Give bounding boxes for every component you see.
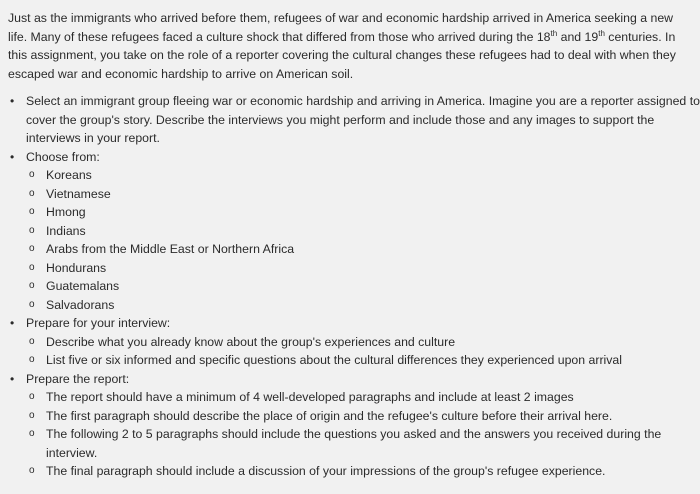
group-options-list [26, 166, 700, 314]
list-item: o Hondurans [26, 259, 700, 278]
report-steps-list [26, 388, 700, 481]
hollow-bullet-icon: o [29, 391, 35, 402]
bullet-icon: • [10, 371, 15, 386]
hollow-bullet-icon: o [29, 428, 35, 439]
list-item-prepare-interview: • Prepare for your interview: o Describe what you already know about the group's experiences and culture o List five or six informed and specific questions about the cultural differences they experienced upon arrival [0, 314, 700, 370]
hollow-bullet-icon: o [29, 354, 35, 365]
list-item-choose: • Choose from: o Koreans o Vietnamese o Hmong o Indians o Arabs from the Middle East or Northern Africa o Hondurans o Guatemalans o Salvadorans [0, 148, 700, 315]
list-item: o Vietnamese [26, 185, 700, 204]
list-item: o The first paragraph should describe the place of origin and the refugee's culture before their arrival here. [26, 407, 700, 426]
list-item: o Guatemalans [26, 277, 700, 296]
interview-steps-list [26, 333, 700, 370]
hollow-bullet-icon: o [29, 243, 35, 254]
bullet-icon: • [10, 316, 15, 330]
hollow-bullet-icon: o [29, 169, 35, 180]
list-item: o The following 2 to 5 paragraphs should include the questions you asked and the answers you received during the interview. [29, 427, 662, 460]
hollow-bullet-icon: o [29, 280, 35, 291]
hollow-bullet-icon: o [29, 261, 35, 273]
bullet-icon: • [10, 94, 15, 108]
hollow-bullet-icon: o [29, 298, 35, 310]
bullet-icon: • [10, 149, 15, 164]
hollow-bullet-icon: o [29, 206, 35, 217]
list-item: o Indians [26, 222, 700, 241]
list-item: o Arabs from the Middle East or Northern Africa [26, 240, 700, 259]
intro-paragraph: Just as the immigrants who arrived before them, refugees of war and economic hardship arrived in America seeking a new life. Many of these refugees faced a culture shock that differed from those who arrived during the 18th and 19th centuries. In this assignment, you take on the role of a reporter covering the cultural changes these refugees had to deal with when they escaped war and economic hardship to arrive on American soil. [8, 11, 676, 81]
hollow-bullet-icon: o [29, 335, 35, 347]
list-item: o The report should have a minimum of 4 well-developed paragraphs and include at least 2 images [26, 388, 700, 407]
list-item: o Koreans [26, 166, 700, 185]
hollow-bullet-icon: o [29, 224, 35, 236]
instructions-list [0, 92, 700, 481]
list-item-prepare-report: • Prepare the report: o The report should have a minimum of 4 well-developed paragraphs and include at least 2 images o The first paragraph should describe the place of origin and the refugee's culture before their arrival here. o The following 2 to 5 paragraphs should include the questions you asked and the answers you received during the interview. o The final paragraph should include a discussion of your impressions of the group's refugee experience. [0, 370, 700, 481]
list-item: o The final paragraph should include a discussion of your impressions of the group's refugee experience. [26, 462, 700, 481]
list-item-select: • Select an immigrant group fleeing war or economic hardship and arriving in America. Imagine you are a reporter assigned to cover the group's story. Describe the interviews you might perform and include those and any images to support the interviews in your report. [10, 94, 700, 145]
hollow-bullet-icon: o [29, 409, 35, 421]
list-item: o Describe what you already know about the group's experiences and culture [26, 333, 700, 352]
list-item: o Salvadorans [26, 296, 700, 315]
list-item: o List five or six informed and specific questions about the cultural differences they experienced upon arrival [26, 351, 700, 370]
list-item: o Hmong [26, 203, 700, 222]
hollow-bullet-icon: o [29, 187, 35, 199]
hollow-bullet-icon: o [29, 465, 35, 476]
